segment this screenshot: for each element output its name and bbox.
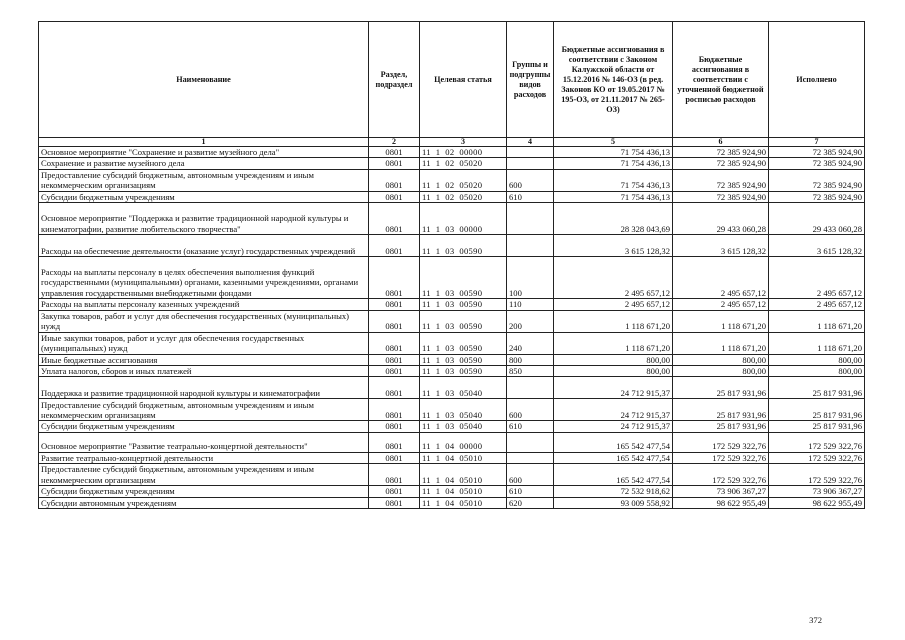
row-section-cell: 0801 bbox=[369, 203, 420, 235]
column-number: 7 bbox=[769, 138, 865, 147]
row-name-cell: Предоставление субсидий бюджетным, автономным учреждениям и иным некоммерческим организациям bbox=[39, 399, 369, 421]
row-target-cell: 11 1 03 05040 bbox=[420, 421, 507, 432]
row-schedule-amount-cell: 25 817 931,96 bbox=[673, 421, 769, 432]
row-schedule-amount-cell: 3 615 128,32 bbox=[673, 235, 769, 257]
row-executed-amount-cell: 73 906 367,27 bbox=[769, 486, 865, 497]
table-row bbox=[39, 332, 865, 354]
column-header-law: Бюджетные ассигнования в соответствии с Законом Калужской области от 15.12.2016 № 146-ОЗ (в ред. Законов КО от 19.05.2017 № 195-ОЗ, от 21.11.2017 № 265-ОЗ) bbox=[554, 22, 673, 138]
table-row bbox=[39, 257, 865, 299]
row-section-cell: 0801 bbox=[369, 235, 420, 257]
row-group-cell: 240 bbox=[507, 332, 554, 354]
row-law-amount-cell: 71 754 436,13 bbox=[554, 191, 673, 202]
row-section-cell: 0801 bbox=[369, 332, 420, 354]
row-section-cell: 0801 bbox=[369, 354, 420, 365]
page-number: 372 bbox=[809, 615, 822, 625]
row-group-cell bbox=[507, 377, 554, 399]
row-group-cell: 620 bbox=[507, 497, 554, 508]
row-schedule-amount-cell: 72 385 924,90 bbox=[673, 158, 769, 169]
row-section-cell: 0801 bbox=[369, 464, 420, 486]
row-target-cell: 11 1 03 00590 bbox=[420, 310, 507, 332]
row-section-cell: 0801 bbox=[369, 191, 420, 202]
row-group-cell: 800 bbox=[507, 354, 554, 365]
row-schedule-amount-cell: 172 529 322,76 bbox=[673, 452, 769, 463]
row-law-amount-cell: 24 712 915,37 bbox=[554, 399, 673, 421]
row-schedule-amount-cell: 73 906 367,27 bbox=[673, 486, 769, 497]
row-name-cell: Расходы на выплаты персоналу казенных учреждений bbox=[39, 299, 369, 310]
row-section-cell: 0801 bbox=[369, 377, 420, 399]
row-executed-amount-cell: 25 817 931,96 bbox=[769, 399, 865, 421]
row-group-cell: 610 bbox=[507, 486, 554, 497]
row-executed-amount-cell: 2 495 657,12 bbox=[769, 257, 865, 299]
budget-table bbox=[38, 21, 865, 509]
column-number: 1 bbox=[39, 138, 369, 147]
row-law-amount-cell: 3 615 128,32 bbox=[554, 235, 673, 257]
table-body bbox=[39, 147, 865, 509]
row-executed-amount-cell: 1 118 671,20 bbox=[769, 332, 865, 354]
row-group-cell: 600 bbox=[507, 464, 554, 486]
row-executed-amount-cell: 98 622 955,49 bbox=[769, 497, 865, 508]
column-header-executed: Исполнено bbox=[769, 22, 865, 138]
row-group-cell bbox=[507, 235, 554, 257]
row-law-amount-cell: 71 754 436,13 bbox=[554, 158, 673, 169]
row-target-cell: 11 1 03 00590 bbox=[420, 332, 507, 354]
row-executed-amount-cell: 800,00 bbox=[769, 366, 865, 377]
row-executed-amount-cell: 72 385 924,90 bbox=[769, 147, 865, 158]
row-section-cell: 0801 bbox=[369, 452, 420, 463]
row-schedule-amount-cell: 800,00 bbox=[673, 366, 769, 377]
row-law-amount-cell: 165 542 477,54 bbox=[554, 432, 673, 452]
row-law-amount-cell: 71 754 436,13 bbox=[554, 169, 673, 191]
column-header-group: Группы и подгруппы видов расходов bbox=[507, 22, 554, 138]
table-row bbox=[39, 235, 865, 257]
row-target-cell: 11 1 04 05010 bbox=[420, 452, 507, 463]
row-target-cell: 11 1 03 00590 bbox=[420, 235, 507, 257]
row-group-cell bbox=[507, 158, 554, 169]
row-section-cell: 0801 bbox=[369, 158, 420, 169]
row-group-cell bbox=[507, 432, 554, 452]
row-section-cell: 0801 bbox=[369, 399, 420, 421]
row-executed-amount-cell: 1 118 671,20 bbox=[769, 310, 865, 332]
row-executed-amount-cell: 25 817 931,96 bbox=[769, 421, 865, 432]
row-group-cell: 110 bbox=[507, 299, 554, 310]
row-name-cell: Закупка товаров, работ и услуг для обеспечения государственных (муниципальных) нужд bbox=[39, 310, 369, 332]
table-row bbox=[39, 310, 865, 332]
row-section-cell: 0801 bbox=[369, 169, 420, 191]
row-name-cell: Расходы на выплаты персоналу в целях обеспечения выполнения функций государственными (муниципальными) органами, казенными учреждениями, органами управления государственными внебюджетными фондами bbox=[39, 257, 369, 299]
column-number: 4 bbox=[507, 138, 554, 147]
row-executed-amount-cell: 25 817 931,96 bbox=[769, 377, 865, 399]
row-schedule-amount-cell: 800,00 bbox=[673, 354, 769, 365]
row-schedule-amount-cell: 72 385 924,90 bbox=[673, 191, 769, 202]
table-row bbox=[39, 452, 865, 463]
row-group-cell: 600 bbox=[507, 399, 554, 421]
row-target-cell: 11 1 03 05040 bbox=[420, 399, 507, 421]
row-name-cell: Иные закупки товаров, работ и услуг для обеспечения государственных (муниципальных) нужд bbox=[39, 332, 369, 354]
row-name-cell: Основное мероприятие "Поддержка и развитие традиционной народной культуры и кинематографии, развитие любительского творчества" bbox=[39, 203, 369, 235]
row-target-cell: 11 1 04 00000 bbox=[420, 432, 507, 452]
row-group-cell bbox=[507, 203, 554, 235]
row-target-cell: 11 1 03 05040 bbox=[420, 377, 507, 399]
row-target-cell: 11 1 04 05010 bbox=[420, 486, 507, 497]
table-header-row bbox=[39, 22, 865, 138]
row-schedule-amount-cell: 25 817 931,96 bbox=[673, 399, 769, 421]
row-executed-amount-cell: 800,00 bbox=[769, 354, 865, 365]
row-schedule-amount-cell: 72 385 924,90 bbox=[673, 169, 769, 191]
row-target-cell: 11 1 03 00000 bbox=[420, 203, 507, 235]
row-name-cell: Субсидии автономным учреждениям bbox=[39, 497, 369, 508]
column-header-name: Наименование bbox=[39, 22, 369, 138]
row-name-cell: Основное мероприятие "Развитие театрально-концертной деятельности" bbox=[39, 432, 369, 452]
row-executed-amount-cell: 2 495 657,12 bbox=[769, 299, 865, 310]
row-schedule-amount-cell: 25 817 931,96 bbox=[673, 377, 769, 399]
row-schedule-amount-cell: 72 385 924,90 bbox=[673, 147, 769, 158]
row-law-amount-cell: 24 712 915,37 bbox=[554, 421, 673, 432]
row-law-amount-cell: 1 118 671,20 bbox=[554, 310, 673, 332]
row-law-amount-cell: 28 328 043,69 bbox=[554, 203, 673, 235]
row-executed-amount-cell: 172 529 322,76 bbox=[769, 464, 865, 486]
row-name-cell: Предоставление субсидий бюджетным, автономным учреждениям и иным некоммерческим организациям bbox=[39, 169, 369, 191]
row-name-cell: Иные бюджетные ассигнования bbox=[39, 354, 369, 365]
row-name-cell: Уплата налогов, сборов и иных платежей bbox=[39, 366, 369, 377]
row-section-cell: 0801 bbox=[369, 299, 420, 310]
row-executed-amount-cell: 172 529 322,76 bbox=[769, 432, 865, 452]
column-number-row bbox=[39, 138, 865, 147]
row-section-cell: 0801 bbox=[369, 310, 420, 332]
row-law-amount-cell: 71 754 436,13 bbox=[554, 147, 673, 158]
table-row bbox=[39, 169, 865, 191]
row-group-cell bbox=[507, 452, 554, 463]
row-law-amount-cell: 72 532 918,62 bbox=[554, 486, 673, 497]
row-section-cell: 0801 bbox=[369, 147, 420, 158]
row-group-cell: 200 bbox=[507, 310, 554, 332]
row-group-cell: 600 bbox=[507, 169, 554, 191]
table-row bbox=[39, 464, 865, 486]
row-section-cell: 0801 bbox=[369, 421, 420, 432]
table-row bbox=[39, 191, 865, 202]
row-schedule-amount-cell: 2 495 657,12 bbox=[673, 299, 769, 310]
row-target-cell: 11 1 03 00590 bbox=[420, 299, 507, 310]
row-executed-amount-cell: 72 385 924,90 bbox=[769, 158, 865, 169]
row-group-cell bbox=[507, 147, 554, 158]
row-section-cell: 0801 bbox=[369, 497, 420, 508]
table-row bbox=[39, 432, 865, 452]
table-row bbox=[39, 377, 865, 399]
row-law-amount-cell: 24 712 915,37 bbox=[554, 377, 673, 399]
row-target-cell: 11 1 02 00000 bbox=[420, 147, 507, 158]
row-law-amount-cell: 165 542 477,54 bbox=[554, 452, 673, 463]
row-name-cell: Основное мероприятие "Сохранение и развитие музейного дела" bbox=[39, 147, 369, 158]
row-law-amount-cell: 800,00 bbox=[554, 354, 673, 365]
row-name-cell: Развитие театрально-концертной деятельности bbox=[39, 452, 369, 463]
row-executed-amount-cell: 72 385 924,90 bbox=[769, 169, 865, 191]
column-header-section: Раздел, подраздел bbox=[369, 22, 420, 138]
row-executed-amount-cell: 3 615 128,32 bbox=[769, 235, 865, 257]
column-number: 3 bbox=[420, 138, 507, 147]
table-row bbox=[39, 203, 865, 235]
row-law-amount-cell: 93 009 558,92 bbox=[554, 497, 673, 508]
row-executed-amount-cell: 29 433 060,28 bbox=[769, 203, 865, 235]
row-schedule-amount-cell: 1 118 671,20 bbox=[673, 310, 769, 332]
table-row bbox=[39, 147, 865, 158]
row-target-cell: 11 1 03 00590 bbox=[420, 354, 507, 365]
row-schedule-amount-cell: 29 433 060,28 bbox=[673, 203, 769, 235]
row-section-cell: 0801 bbox=[369, 366, 420, 377]
row-schedule-amount-cell: 2 495 657,12 bbox=[673, 257, 769, 299]
table-row bbox=[39, 158, 865, 169]
row-target-cell: 11 1 04 05010 bbox=[420, 497, 507, 508]
row-executed-amount-cell: 172 529 322,76 bbox=[769, 452, 865, 463]
row-section-cell: 0801 bbox=[369, 486, 420, 497]
column-number: 5 bbox=[554, 138, 673, 147]
row-law-amount-cell: 2 495 657,12 bbox=[554, 257, 673, 299]
column-number: 6 bbox=[673, 138, 769, 147]
row-group-cell: 610 bbox=[507, 191, 554, 202]
row-law-amount-cell: 800,00 bbox=[554, 366, 673, 377]
row-section-cell: 0801 bbox=[369, 257, 420, 299]
row-target-cell: 11 1 04 05010 bbox=[420, 464, 507, 486]
row-law-amount-cell: 1 118 671,20 bbox=[554, 332, 673, 354]
table-row bbox=[39, 421, 865, 432]
row-name-cell: Субсидии бюджетным учреждениям bbox=[39, 191, 369, 202]
row-schedule-amount-cell: 172 529 322,76 bbox=[673, 464, 769, 486]
table-row bbox=[39, 486, 865, 497]
budget-sheet bbox=[38, 21, 864, 625]
row-target-cell: 11 1 02 05020 bbox=[420, 169, 507, 191]
row-target-cell: 11 1 02 05020 bbox=[420, 158, 507, 169]
table-row bbox=[39, 399, 865, 421]
row-section-cell: 0801 bbox=[369, 432, 420, 452]
row-target-cell: 11 1 02 05020 bbox=[420, 191, 507, 202]
row-schedule-amount-cell: 1 118 671,20 bbox=[673, 332, 769, 354]
row-target-cell: 11 1 03 00590 bbox=[420, 366, 507, 377]
row-group-cell: 610 bbox=[507, 421, 554, 432]
column-number: 2 bbox=[369, 138, 420, 147]
row-name-cell: Субсидии бюджетным учреждениям bbox=[39, 486, 369, 497]
row-name-cell: Предоставление субсидий бюджетным, автономным учреждениям и иным некоммерческим организациям bbox=[39, 464, 369, 486]
table-row bbox=[39, 299, 865, 310]
row-group-cell: 850 bbox=[507, 366, 554, 377]
row-law-amount-cell: 165 542 477,54 bbox=[554, 464, 673, 486]
table-row bbox=[39, 497, 865, 508]
row-name-cell: Расходы на обеспечение деятельности (оказание услуг) государственных учреждений bbox=[39, 235, 369, 257]
row-name-cell: Субсидии бюджетным учреждениям bbox=[39, 421, 369, 432]
table-row bbox=[39, 354, 865, 365]
row-law-amount-cell: 2 495 657,12 bbox=[554, 299, 673, 310]
row-target-cell: 11 1 03 00590 bbox=[420, 257, 507, 299]
column-header-target: Целевая статья bbox=[420, 22, 507, 138]
row-name-cell: Поддержка и развитие традиционной народной культуры и кинематографии bbox=[39, 377, 369, 399]
row-name-cell: Сохранение и развитие музейного дела bbox=[39, 158, 369, 169]
column-header-schedule: Бюджетные ассигнования в соответствии с уточненной бюджетной росписью расходов bbox=[673, 22, 769, 138]
row-group-cell: 100 bbox=[507, 257, 554, 299]
row-schedule-amount-cell: 98 622 955,49 bbox=[673, 497, 769, 508]
table-row bbox=[39, 366, 865, 377]
row-executed-amount-cell: 72 385 924,90 bbox=[769, 191, 865, 202]
row-schedule-amount-cell: 172 529 322,76 bbox=[673, 432, 769, 452]
